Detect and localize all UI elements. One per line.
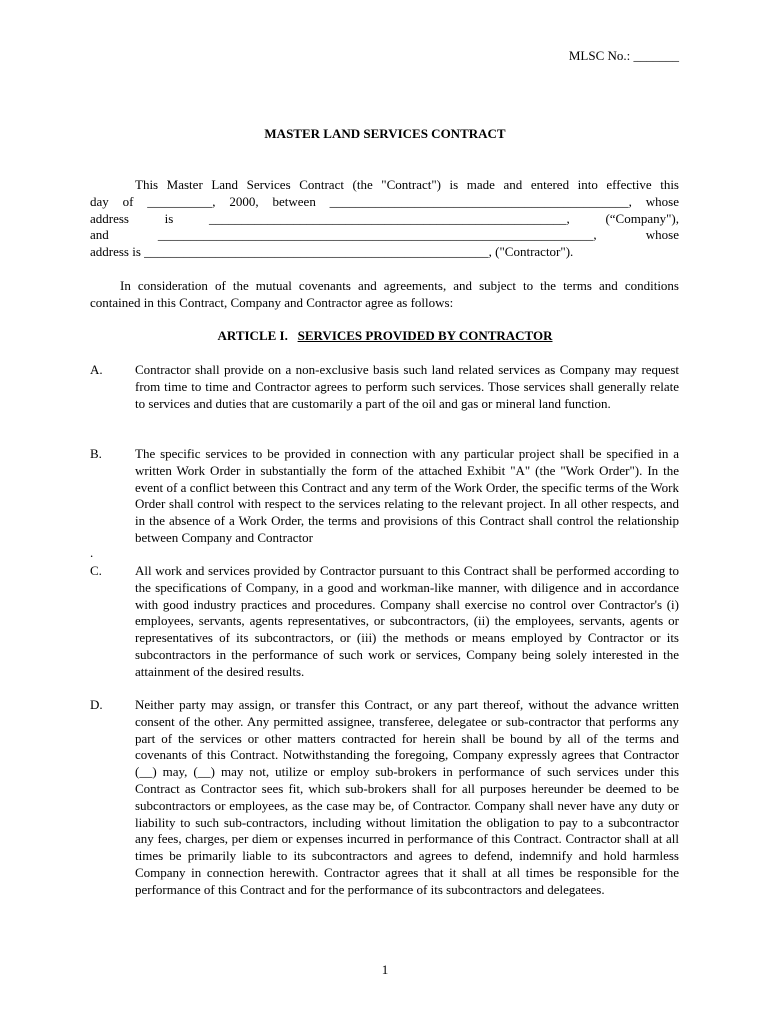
consideration-paragraph <box>90 278 679 312</box>
intro-line: address is _______________________________________________________, (“Company"), <box>90 210 679 226</box>
clause-c <box>90 563 679 681</box>
clause-label: B. <box>90 446 102 461</box>
intro-line: address is _____________________________________________________, ("Contractor"). <box>90 244 574 260</box>
intro-line: day of __________, 2000, between ______________________________________________, whose <box>90 193 679 209</box>
article-number: ARTICLE I. <box>217 328 288 343</box>
mlsc-number: MLSC No.: _______ <box>568 48 679 63</box>
article-title: SERVICES PROVIDED BY CONTRACTOR <box>297 328 553 343</box>
clause-text: Neither party may assign, or transfer this Contract, or any part thereof, without the advance written consent of the other. Any permitted assignee, transferee, delegatee or sub-contractor that performs any part of the services or other matters contracted for herein shall be bound by all of the terms and covenants of this Contract. Notwithstanding the foregoing, Company expressly agrees that Contractor (__) may, (__) may not, utilize or employ sub-brokers in performance of such services under this Contract as Contractor sees fit, which sub-brokers shall for all purposes hereunder be deemed to be subcontractors or employees, as the case may be, of Contractor. Company shall never have any duty or liability to such sub-contractors, including without limitation the obligation to pay to a subcontractor any fees, charges, per diem or expenses incurred in performance of this Contract. Contractor shall at all times be primarily liable to its subcontractors and agrees to defend, indemnify and hold harmless Company in connection herewith. Contractor agrees that it shall at all times be responsible for the performance of this Contract and for the performance of its subcontractors and delegatees. <box>135 697 679 897</box>
clause-b <box>90 446 679 547</box>
intro-line: and ___________________________________________________________________, whose <box>90 227 679 243</box>
clause-a <box>90 362 679 412</box>
intro-paragraph <box>90 177 679 261</box>
clause-label: D. <box>90 697 103 712</box>
clause-text: The specific services to be provided in connection with any particular project shall be specified in a written Work Order in substantially the form of the attached Exhibit "A" (the "Work Order"). In the event of a conflict between this Contract and any term of the Work Order, the specific terms of the Work Order shall control with respect to the services relating to the relevant project. In all other respects, and in the absence of a Work Order, the terms and provisions of this Contract shall control the relationship between Company and Contractor <box>135 446 679 545</box>
consideration-text: In consideration of the mutual covenants and agreements, and subject to the terms and conditions contained in this Contract, Company and Contractor agree as follows: <box>90 278 679 310</box>
page-number: 1 <box>381 962 389 977</box>
article-heading <box>0 328 770 345</box>
clause-label: A. <box>90 362 103 377</box>
clause-text: Contractor shall provide on a non-exclusive basis such land related services as Company may request from time to time and Contractor agrees to perform such services. Those services shall generally relate to services and duties that are customarily a part of the oil and gas or mineral land function. <box>135 362 679 411</box>
document-title: MASTER LAND SERVICES CONTRACT <box>264 126 506 141</box>
stray-mark: . <box>90 545 94 560</box>
clause-d <box>90 697 679 899</box>
clause-label: C. <box>90 563 102 578</box>
intro-line: This Master Land Services Contract (the "Contract") is made and entered into effective this <box>135 177 679 192</box>
clause-text: All work and services provided by Contractor pursuant to this Contract shall be performed according to the specifications of Company, in a good and workman-like manner, with diligence and in accordance with good industry practices and procedures. Company shall exercise no control over Contractor's (i) employees, servants, agents representatives, or subcontractors, (ii) the employees, servants, agents or representatives of its subcontractors, or (iii) the methods or means employed by Contractor or its subcontractors in the performance of such work or services, Company being solely interested in the attainment of the desired results. <box>135 563 679 679</box>
